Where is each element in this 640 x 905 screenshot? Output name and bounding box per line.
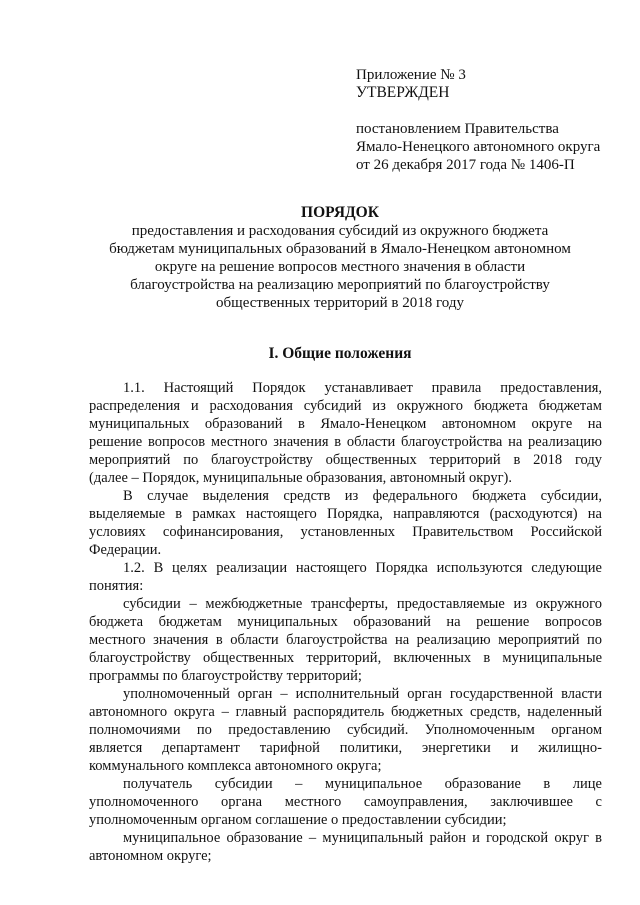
subtitle-line: предоставления и расходования субсидий из окружного бюджета — [131, 223, 549, 239]
subtitle-line: благоустройства на реализацию мероприятий по благоустройству — [130, 277, 550, 293]
body-line: В случае выделения средств из федерального бюджета субсидии, — [123, 488, 602, 504]
body-line: Федерации. — [89, 542, 162, 558]
body-line: полномочиями по предоставлению субсидий. Уполномоченным органом — [89, 722, 602, 738]
body-line: является департамент тарифной политики, энергетики и жилищно- — [89, 740, 602, 756]
body-line: уполномоченным органом соглашение о предоставлении субсидии; — [89, 812, 507, 828]
body-line: муниципальное образование – муниципальный район и городской округ в — [123, 830, 602, 846]
body-line: автономном округе; — [89, 848, 212, 864]
section-heading: I. Общие положения — [268, 345, 412, 362]
body-line: получатель субсидии – муниципальное образование в лице — [123, 776, 602, 792]
body-line: понятия: — [89, 578, 144, 594]
decree-line: Ямало-Ненецкого автономного округа — [356, 139, 601, 155]
body-line: бюджета бюджетам муниципальных образований на решение вопросов — [89, 614, 602, 630]
decree-line: постановлением Правительства — [356, 121, 559, 137]
body-line: благоустройству общественных территорий, включенных в муниципальные — [89, 650, 602, 666]
body-line: местного значения в области благоустройства на реализацию мероприятий по — [89, 632, 602, 648]
body-line: муниципальных образований в Ямало-Ненецком автономном округе на — [89, 416, 602, 432]
body-line: субсидии – межбюджетные трансферты, предоставляемые из окружного — [123, 596, 602, 612]
body-line: коммунального комплекса автономного округа; — [89, 758, 382, 774]
subtitle-line: бюджетам муниципальных образований в Ямало-Ненецком автономном — [109, 241, 571, 257]
body-line: автономного округа – главный распорядитель бюджетных средств, наделенный — [89, 704, 602, 720]
body-line: условиях софинансирования, установленных Правительством Российской — [89, 524, 602, 540]
body-line: выделяемые в рамках настоящего Порядка, направляются (расходуются) на — [89, 506, 602, 522]
body-line: 1.1. Настоящий Порядок устанавливает правила предоставления, — [123, 380, 602, 396]
appendix-number: Приложение № 3 — [356, 67, 466, 83]
decree-line: от 26 декабря 2017 года № 1406-П — [356, 157, 575, 173]
body-line: уполномоченный орган – исполнительный орган государственной власти — [123, 686, 602, 702]
document-title: ПОРЯДОК — [301, 204, 379, 221]
subtitle-line: округе на решение вопросов местного значения в области — [154, 259, 526, 275]
body-line: мероприятий по благоустройству общественных территорий в 2018 году — [89, 452, 602, 468]
body-line: решение вопросов местного значения в области благоустройства на реализацию — [89, 434, 602, 450]
body-line: 1.2. В целях реализации настоящего Порядка используются следующие — [123, 560, 602, 576]
body-line: программы по благоустройству территорий; — [89, 668, 362, 684]
approved-stamp: УТВЕРЖДЕН — [356, 84, 450, 101]
body-line: распределения и расходования субсидий из окружного бюджета бюджетам — [89, 398, 602, 414]
subtitle-line: общественных территорий в 2018 году — [216, 295, 464, 311]
body-line: (далее – Порядок, муниципальные образования, автономный округ). — [89, 470, 512, 486]
body-line: уполномоченного органа местного самоуправления, заключившее с — [89, 794, 602, 810]
